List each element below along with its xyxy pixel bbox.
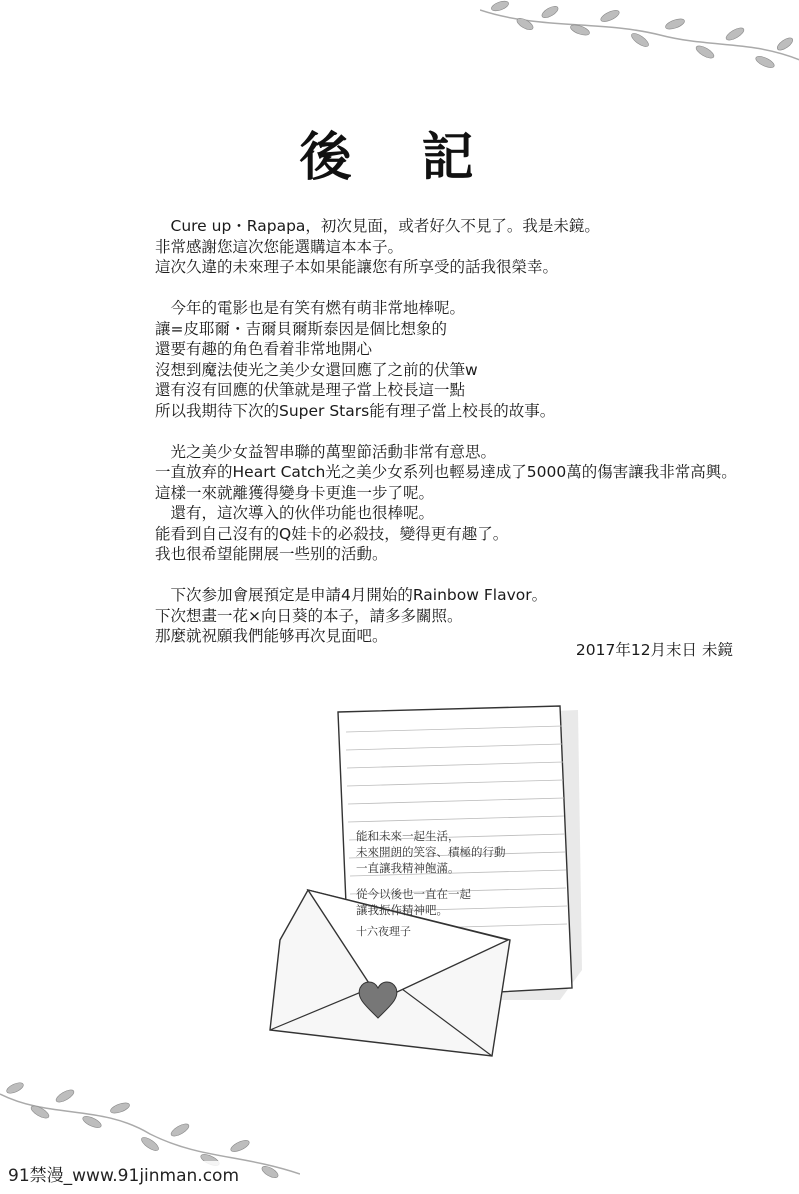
letter-message bbox=[356, 828, 506, 876]
envelope-drawing bbox=[260, 700, 620, 1060]
text-line: 所以我期待下次的Super Stars能有理子當上校長的故事。 bbox=[155, 401, 556, 420]
letter-sign: 十六夜理子 bbox=[356, 925, 411, 938]
paragraph bbox=[155, 442, 775, 565]
letter-message-2 bbox=[356, 886, 471, 918]
text-line: 讓=皮耶爾・吉爾貝爾斯泰因是個比想象的 bbox=[155, 319, 447, 338]
text-line: 那麼就祝願我們能够再次見面吧。 bbox=[155, 627, 388, 645]
text-line: 沒想到魔法使光之美少女還回應了之前的伏筆w bbox=[155, 360, 478, 379]
letter-line: 能和未來一起生活， bbox=[356, 829, 460, 843]
text-line: 一直放弃的Heart Catch光之美少女系列也輕易達成了5000萬的傷害讓我非常高興。 bbox=[155, 463, 737, 481]
text-line: 光之美少女益智串聯的萬聖節活動非常有意思。 bbox=[155, 442, 497, 461]
text-line: 這樣一來就離獲得變身卡更進一步了呢。 bbox=[155, 483, 435, 502]
text-line: Cure up・Rapapa，初次見面，或者好久不見了。我是未鏡。 bbox=[155, 217, 600, 235]
afterword-body bbox=[155, 216, 775, 667]
letter-line: 讓我振作精神吧。 bbox=[356, 903, 448, 917]
text-line: 這次久違的未來理子本如果能讓您有所享受的話我很榮幸。 bbox=[155, 258, 559, 276]
letter-line: 從今以後也一直在一起 bbox=[356, 887, 471, 901]
signature-date: 2017年12月末日 未鏡 bbox=[575, 641, 733, 659]
page-title: 後 記 bbox=[299, 127, 500, 188]
text-line: 非常感謝您這次您能選購這本本子。 bbox=[155, 237, 404, 256]
text-line: 下次参加會展預定是申請4月開始的Rainbow Flavor。 bbox=[155, 586, 548, 604]
watermark-link[interactable]: 91禁漫_www.91jinman.com bbox=[6, 1161, 241, 1186]
vine-decoration-top-right bbox=[480, 0, 799, 80]
paragraph bbox=[155, 216, 775, 278]
text-line: 還要有趣的角色看着非常地開心 bbox=[155, 340, 373, 358]
letter-envelope-illustration bbox=[260, 700, 620, 1064]
text-line: 還有沒有回應的伏筆就是理子當上校長這一點 bbox=[155, 381, 466, 399]
letter-line: 一直讓我精神飽滿。 bbox=[356, 861, 460, 875]
text-line: 能看到自己沒有的Q娃卡的必殺技，變得更有趣了。 bbox=[155, 524, 509, 543]
text-line: 下次想畫一花×向日葵的本子，請多多關照。 bbox=[155, 606, 463, 625]
text-line: 還有，這次導入的伙伴功能也很棒呢。 bbox=[155, 504, 435, 522]
letter-line: 未來開朗的笑容、積極的行動 bbox=[356, 845, 506, 859]
text-line: 今年的電影也是有笑有燃有萌非常地棒呢。 bbox=[155, 299, 466, 317]
paragraph bbox=[155, 298, 775, 421]
text-line: 我也很希望能開展一些别的活動。 bbox=[155, 545, 388, 563]
